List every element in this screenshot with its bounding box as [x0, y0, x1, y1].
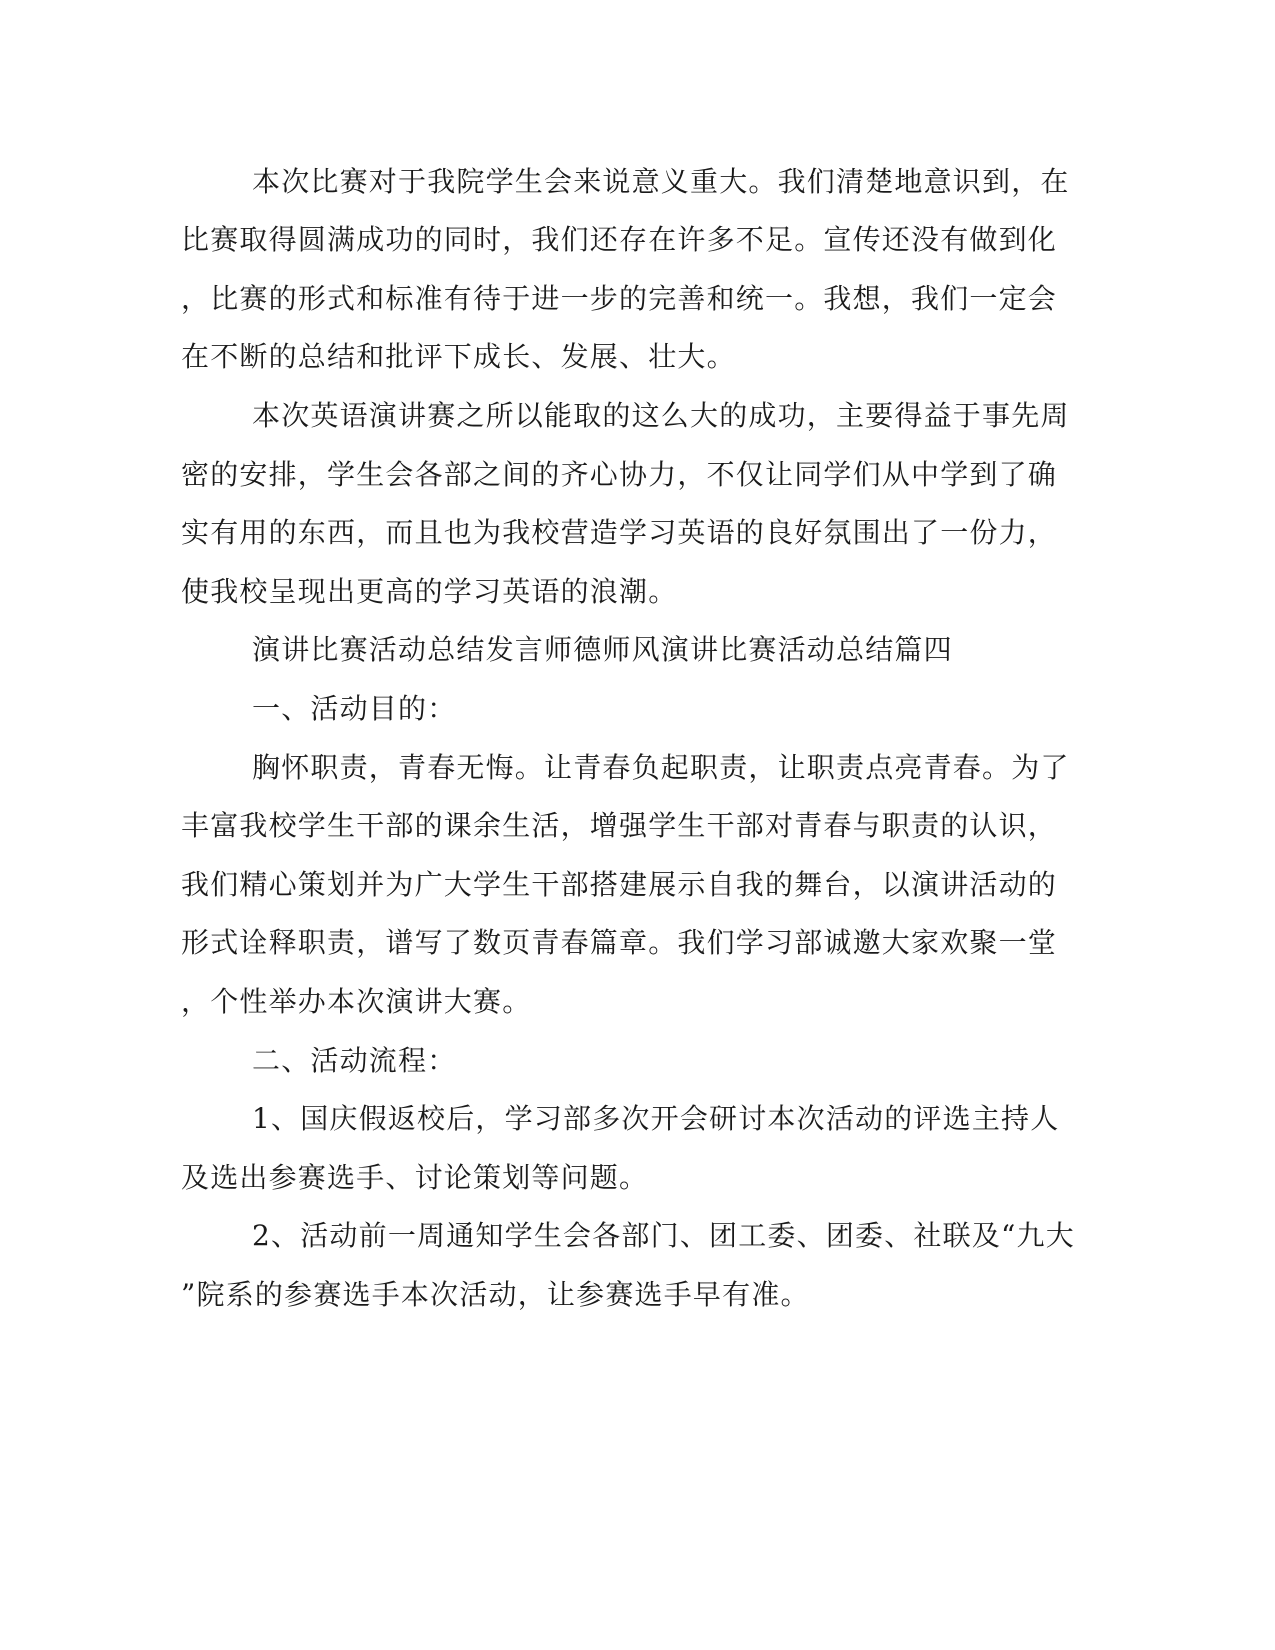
text-line: 我们精心策划并为广大学生干部搭建展示自我的舞台，以演讲活动的	[181, 868, 1058, 901]
subheading: 一、活动目的：	[252, 692, 457, 725]
text-line: 1、国庆假返校后，学习部多次开会研讨本次活动的评选主持人	[252, 1102, 1060, 1135]
text-line: ，个性举办本次演讲大赛。	[181, 985, 532, 1018]
text-line: 丰富我校学生干部的课余生活，增强学生干部对青春与职责的认识，	[181, 809, 1058, 842]
text-line: 及选出参赛选手、讨论策划等问题。	[181, 1161, 649, 1194]
subheading: 二、活动流程：	[252, 1044, 457, 1077]
text-line: 2、活动前一周通知学生会各部门、团工委、团委、社联及“九大	[252, 1219, 1075, 1252]
text-line: 形式诠释职责，谱写了数页青春篇章。我们学习部诚邀大家欢聚一堂	[181, 926, 1058, 959]
text-line: 比赛取得圆满成功的同时，我们还存在许多不足。宣传还没有做到化	[181, 223, 1058, 256]
text-line: 使我校呈现出更高的学习英语的浪潮。	[181, 575, 678, 608]
text-line: 密的安排，学生会各部之间的齐心协力，不仅让同学们从中学到了确	[181, 458, 1058, 491]
text-line: ”院系的参赛选手本次活动，让参赛选手早有准。	[181, 1278, 810, 1311]
text-line: ，比赛的形式和标准有待于进一步的完善和统一。我想，我们一定会	[181, 282, 1058, 315]
text-line: 在不断的总结和批评下成长、发展、壮大。	[181, 340, 736, 373]
text-line: 胸怀职责，青春无悔。让青春负起职责，让职责点亮青春。为了	[252, 751, 1070, 784]
text-line: 本次英语演讲赛之所以能取的这么大的成功，主要得益于事先周	[252, 399, 1070, 432]
text-line: 本次比赛对于我院学生会来说意义重大。我们清楚地意识到，在	[252, 165, 1070, 198]
text-line: 实有用的东西，而且也为我校营造学习英语的良好氛围出了一份力，	[181, 516, 1058, 549]
section-heading: 演讲比赛活动总结发言师德师风演讲比赛活动总结篇四	[252, 633, 953, 666]
